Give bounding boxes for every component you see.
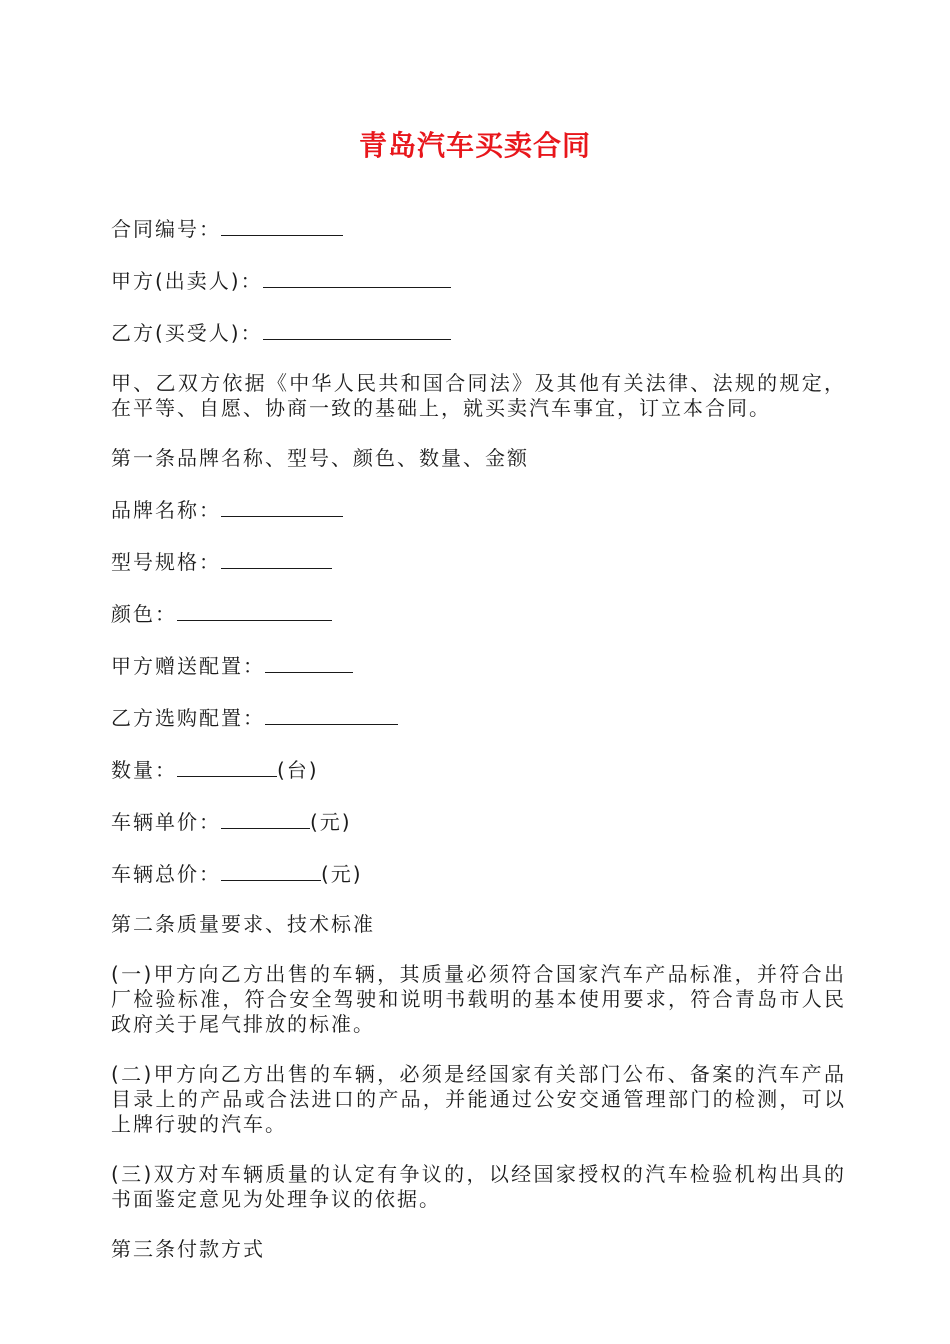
fill-blank: [221, 496, 343, 517]
field-color: [111, 600, 846, 627]
fill-blank: [221, 860, 321, 881]
fill-blank: [221, 808, 310, 829]
field-optional-config: [111, 704, 846, 731]
fill-blank: [177, 756, 277, 777]
field-unit: (元): [321, 862, 363, 886]
field-label: 合同编号：: [111, 217, 221, 241]
field-party-a: [111, 267, 846, 294]
fill-blank: [265, 652, 353, 673]
field-contract-number: [111, 215, 846, 242]
fill-blank: [265, 704, 398, 725]
intro-paragraph: 甲、乙双方依据《中华人民共和国合同法》及其他有关法律、法规的规定，在平等、自愿、协商一致的基础上，就买卖汽车事宜，订立本合同。: [111, 371, 846, 420]
field-unit-price: [111, 808, 846, 835]
field-gift-config: [111, 652, 846, 679]
field-unit: (台): [277, 758, 319, 782]
document-title: 青岛汽车买卖合同: [358, 129, 591, 162]
field-label: 车辆总价：: [111, 862, 221, 886]
field-party-b: [111, 319, 846, 346]
fill-blank: [263, 267, 451, 288]
field-label: 颜色：: [111, 602, 177, 626]
article-2-item-1: (一)甲方向乙方出售的车辆，其质量必须符合国家汽车产品标准，并符合出厂检验标准，符合安全驾驶和说明书载明的基本使用要求，符合青岛市人民政府关于尾气排放的标准。: [111, 962, 846, 1036]
field-label: 品牌名称：: [111, 498, 221, 522]
field-model-spec: [111, 548, 846, 575]
field-brand-name: [111, 496, 846, 523]
field-label: 乙方选购配置：: [111, 706, 265, 730]
article-2-item-2: (二)甲方向乙方出售的车辆，必须是经国家有关部门公布、备案的汽车产品目录上的产品或合法进口的产品，并能通过公安交通管理部门的检测，可以上牌行驶的汽车。: [111, 1062, 846, 1136]
field-label: 型号规格：: [111, 550, 221, 574]
article-1-heading: 第一条品牌名称、型号、颜色、数量、金额: [111, 446, 529, 470]
field-label: 甲方(出卖人)：: [111, 269, 263, 293]
field-label: 甲方赠送配置：: [111, 654, 265, 678]
article-3-heading: 第三条付款方式: [111, 1237, 265, 1261]
article-2-heading: 第二条质量要求、技术标准: [111, 912, 375, 936]
field-label: 乙方(买受人)：: [111, 321, 263, 345]
article-2-item-3: (三)双方对车辆质量的认定有争议的，以经国家授权的汽车检验机构出具的书面鉴定意见为处理争议的依据。: [111, 1162, 846, 1211]
field-quantity: [111, 756, 846, 783]
fill-blank: [221, 548, 332, 569]
document-body: [111, 215, 846, 1287]
field-total-price: [111, 860, 846, 887]
fill-blank: [263, 319, 451, 340]
field-unit: (元): [310, 810, 352, 834]
fill-blank: [221, 215, 343, 236]
field-label: 车辆单价：: [111, 810, 221, 834]
fill-blank: [177, 600, 332, 621]
field-label: 数量：: [111, 758, 177, 782]
